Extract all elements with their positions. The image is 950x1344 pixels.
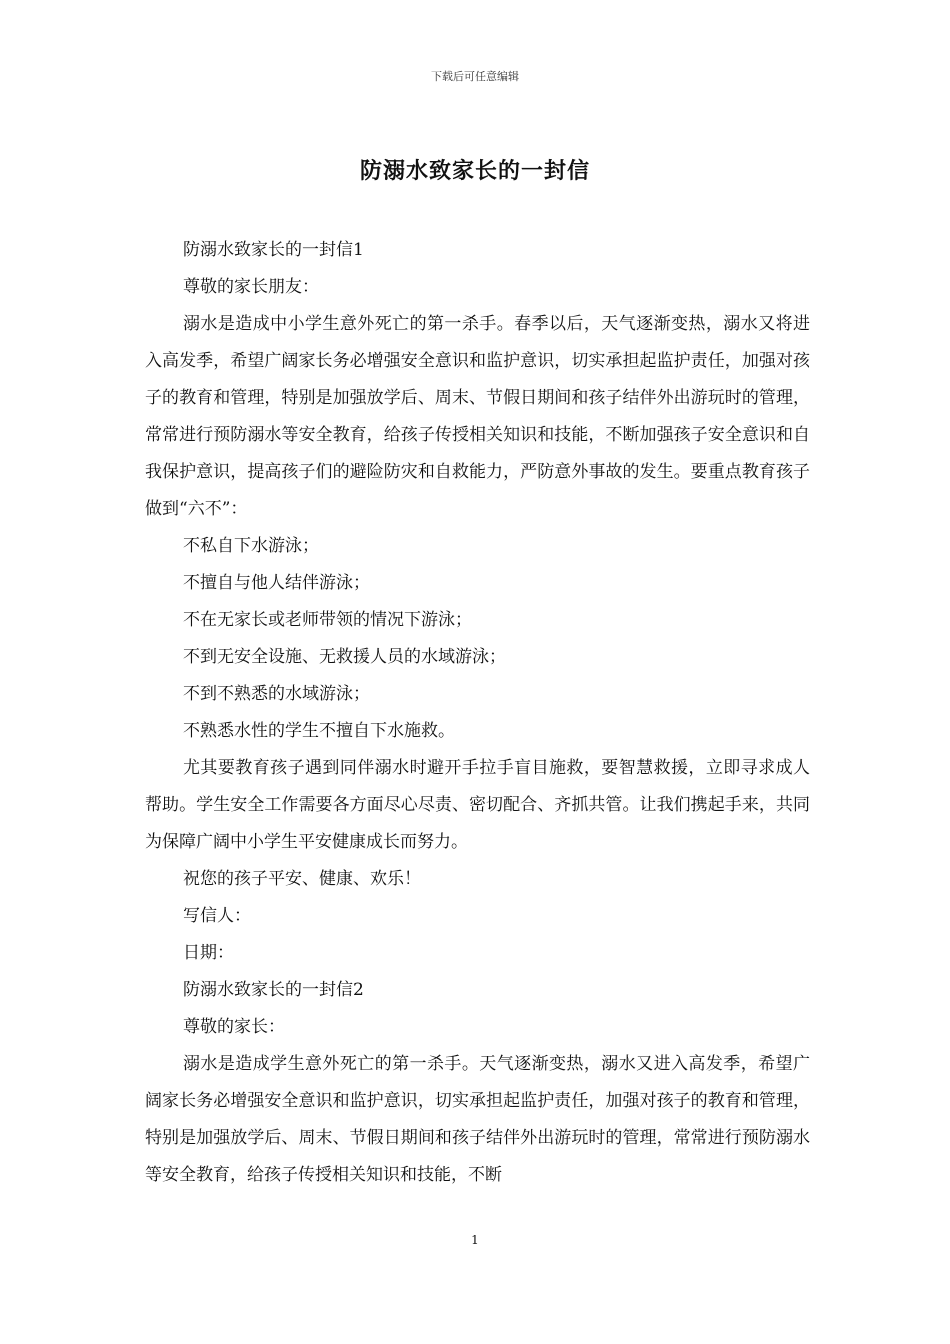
- letter-1-date: 日期：: [183, 943, 234, 963]
- rule-item: 不到不熟悉的水域游泳；: [183, 684, 370, 704]
- letter-1-salutation: 尊敬的家长朋友：: [183, 277, 319, 297]
- page-number: 1: [471, 1233, 479, 1247]
- letter-1-heading: 防溺水致家长的一封信1: [183, 240, 364, 260]
- letter-1-intro-paragraph: 溺水是造成中小学生意外死亡的第一杀手。春季以后，天气逐渐变热，溺水又将进入高发季，希望广阔家长务必增强安全意识和监护意识，切实承担起监护责任，加强对孩子的教育和管理，特别是加强放学后、周末、节假日期间和孩子结伴外出游玩时的管理，常常进行预防溺水等安全教育，给孩子传授相关知识和技能，不断加强孩子安全意识和自我保护意识，提高孩子们的避险防灾和自救能力，严防意外事故的发生。要重点教育孩子做到“六不”：: [145, 314, 810, 519]
- letter-1-wishes: 祝您的孩子平安、健康、欢乐！: [183, 869, 421, 889]
- document-body: [145, 232, 810, 1194]
- letter-2-heading: 防溺水致家长的一封信2: [183, 980, 364, 1000]
- rule-item: 不擅自与他人结伴游泳；: [183, 573, 370, 593]
- letter-2-intro-paragraph: 溺水是造成学生意外死亡的第一杀手。天气逐渐变热，溺水又进入高发季，希望广阔家长务必增强安全意识和监护意识，切实承担起监护责任，加强对孩子的教育和管理，特别是加强放学后、周末、节假日期间和孩子结伴外出游玩时的管理，常常进行预防溺水等安全教育，给孩子传授相关知识和技能，不断: [145, 1054, 810, 1185]
- rule-item: 不在无家长或老师带领的情况下游泳；: [183, 610, 472, 630]
- letter-1-closing-paragraph: 尤其要教育孩子遇到同伴溺水时避开手拉手盲目施救，要智慧救援，立即寻求成人帮助。学生安全工作需要各方面尽心尽责、密切配合、齐抓共管。让我们携起手来，共同为保障广阔中小学生平安健康成长而努力。: [145, 758, 810, 852]
- document-title: 防溺水致家长的一封信: [359, 158, 590, 184]
- rule-item: 不熟悉水性的学生不擅自下水施救。: [183, 721, 455, 741]
- rule-item: 不到无安全设施、无救援人员的水域游泳；: [183, 647, 506, 667]
- rule-item: 不私自下水游泳；: [183, 536, 319, 556]
- letter-1-signature: 写信人：: [183, 906, 251, 926]
- letter-2-salutation: 尊敬的家长：: [183, 1017, 285, 1037]
- header-note: 下载后可任意编辑: [431, 70, 519, 83]
